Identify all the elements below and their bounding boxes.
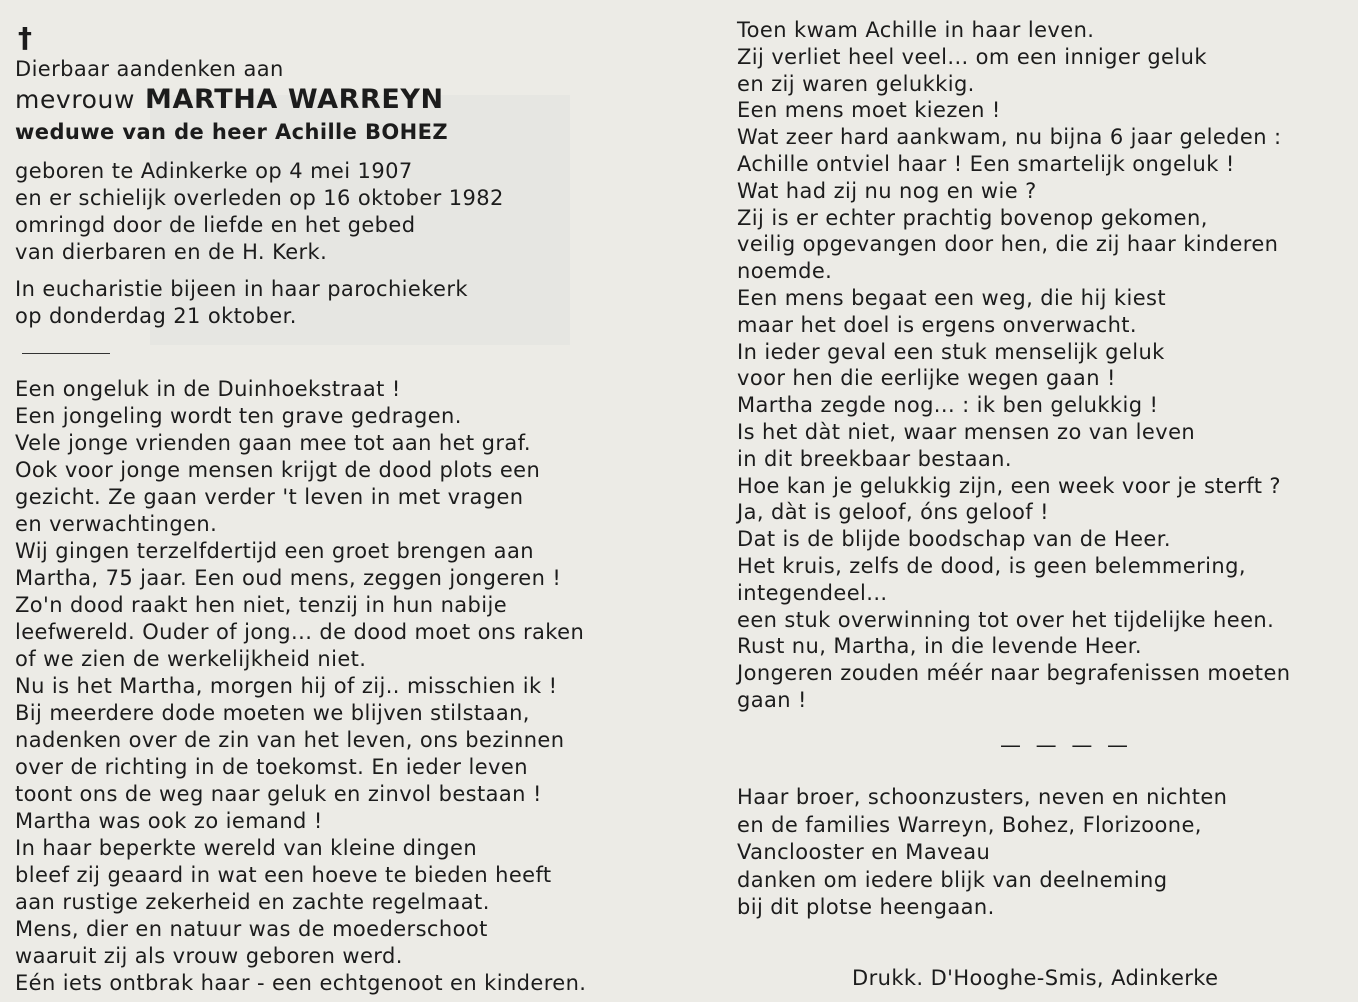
text-line: Nu is het Martha, morgen hij of zij.. misschien ik ! xyxy=(15,674,558,698)
text-line: Een ongeluk in de Duinhoekstraat ! xyxy=(15,377,401,401)
text-line: gezicht. Ze gaan verder 't leven in met vragen xyxy=(15,485,524,509)
widow-line: weduwe van de heer Achille BOHEZ xyxy=(15,120,448,144)
name-prefix: mevrouw xyxy=(15,85,136,114)
text-line: Martha zegde nog... : ik ben gelukkig ! xyxy=(737,393,1159,418)
family-line: Haar broer, schoonzusters, neven en nichten xyxy=(737,785,1228,809)
text-line: Martha was ook zo iemand ! xyxy=(15,809,323,833)
text-line: leefwereld. Ouder of jong... de dood moet ons raken xyxy=(15,620,585,644)
biography-line: omringd door de liefde en het gebed xyxy=(15,213,416,237)
text-line: Eén iets ontbrak haar - een echtgenoot en kinderen. xyxy=(15,971,587,995)
separator-dashes: — — — — xyxy=(1000,733,1133,757)
biography-line: geboren te Adinkerke op 4 mei 1907 xyxy=(15,159,413,183)
text-line: Achille ontviel haar ! Een smartelijk ongeluk ! xyxy=(737,152,1235,176)
text-line: Ja, dàt is geloof, óns geloof ! xyxy=(737,500,1049,525)
family-line: danken om iedere blijk van deelneming xyxy=(737,867,1168,892)
text-line: Dat is de blijde boodschap van de Heer. xyxy=(737,527,1171,552)
short-divider xyxy=(22,353,110,354)
text-line: Rust nu, Martha, in die levende Heer. xyxy=(737,634,1142,659)
text-line: noemde. xyxy=(737,259,833,284)
family-line: bij dit plotse heengaan. xyxy=(737,895,995,919)
text-line: of we zien de werkelijkheid niet. xyxy=(15,647,367,671)
family-line: Vanclooster en Maveau xyxy=(737,840,991,864)
text-line: Hoe kan je gelukkig zijn, een week voor je sterft ? xyxy=(737,473,1281,498)
text-line: in dit breekbaar bestaan. xyxy=(737,446,1012,471)
text-line: aan rustige zekerheid en zachte regelmaat. xyxy=(15,890,490,914)
text-line: een stuk overwinning tot over het tijdelijke heen. xyxy=(737,607,1275,632)
text-line: Mens, dier en natuur was de moederschoot xyxy=(15,917,488,941)
text-line: Wat zeer hard aankwam, nu bijna 6 jaar geleden : xyxy=(737,125,1282,150)
text-line: voor hen die eerlijke wegen gaan ! xyxy=(737,366,1116,391)
text-line: bleef zij geaard in wat een hoeve te bieden heeft xyxy=(15,863,552,887)
text-line: Het kruis, zelfs de dood, is geen belemmering, xyxy=(737,554,1246,578)
text-line: Een jongeling wordt ten grave gedragen. xyxy=(15,404,462,428)
text-line: gaan ! xyxy=(737,688,807,712)
text-line: Zij is er echter prachtig bovenop gekomen, xyxy=(737,205,1208,230)
text-line: maar het doel is ergens onverwacht. xyxy=(737,312,1138,337)
text-line: toont ons de weg naar geluk en zinvol bestaan ! xyxy=(15,782,542,806)
biography-line: en er schielijk overleden op 16 oktober 1982 xyxy=(15,186,504,210)
text-line: integendeel... xyxy=(737,580,888,605)
text-line: In haar beperkte wereld van kleine dingen xyxy=(15,836,478,860)
text-line: nadenken over de zin van het leven, ons bezinnen xyxy=(15,728,565,752)
text-line: Een mens begaat een weg, die hij kiest xyxy=(737,286,1167,310)
text-line: Wat had zij nu nog en wie ? xyxy=(737,178,1037,203)
text-line: en verwachtingen. xyxy=(15,512,218,536)
cross-icon: † xyxy=(18,21,32,54)
service-line: In eucharistie bijeen in haar parochiekerk xyxy=(15,277,468,301)
text-line: Martha, 75 jaar. Een oud mens, zeggen jongeren ! xyxy=(15,566,562,590)
text-line: Zo'n dood raakt hen niet, tenzij in hun nabije xyxy=(15,593,508,617)
text-line: Toen kwam Achille in haar leven. xyxy=(737,18,1095,42)
text-line: Bij meerdere dode moeten we blijven stilstaan, xyxy=(15,701,530,725)
deceased-name xyxy=(15,86,444,113)
text-line: In ieder geval een stuk menselijk geluk xyxy=(737,339,1165,364)
text-line: en zij waren gelukkig. xyxy=(737,71,975,96)
printer-credit: Drukk. D'Hooghe-Smis, Adinkerke xyxy=(852,966,1219,990)
service-line: op donderdag 21 oktober. xyxy=(15,304,297,328)
name-text: MARTHA WARREYN xyxy=(145,84,444,115)
dedication: Dierbaar aandenken aan xyxy=(15,57,284,81)
text-line: over de richting in de toekomst. En ieder leven xyxy=(15,755,528,779)
text-line: Vele jonge vrienden gaan mee tot aan het graf. xyxy=(15,431,532,455)
family-line: en de families Warreyn, Bohez, Florizoone, xyxy=(737,812,1202,837)
text-line: Ook voor jonge mensen krijgt de dood plots een xyxy=(15,458,541,482)
text-line: Een mens moet kiezen ! xyxy=(737,98,1001,123)
text-line: waaruit zij als vrouw geboren werd. xyxy=(15,944,403,968)
text-line: Jongeren zouden méér naar begrafenissen moeten xyxy=(737,661,1291,686)
text-line: Is het dàt niet, waar mensen zo van leven xyxy=(737,420,1196,444)
text-line: Wij gingen terzelfdertijd een groet brengen aan xyxy=(15,539,534,563)
biography-line: van dierbaren en de H. Kerk. xyxy=(15,240,328,264)
text-line: Zij verliet heel veel... om een inniger geluk xyxy=(737,44,1207,69)
text-line: veilig opgevangen door hen, die zij haar kinderen xyxy=(737,232,1279,257)
